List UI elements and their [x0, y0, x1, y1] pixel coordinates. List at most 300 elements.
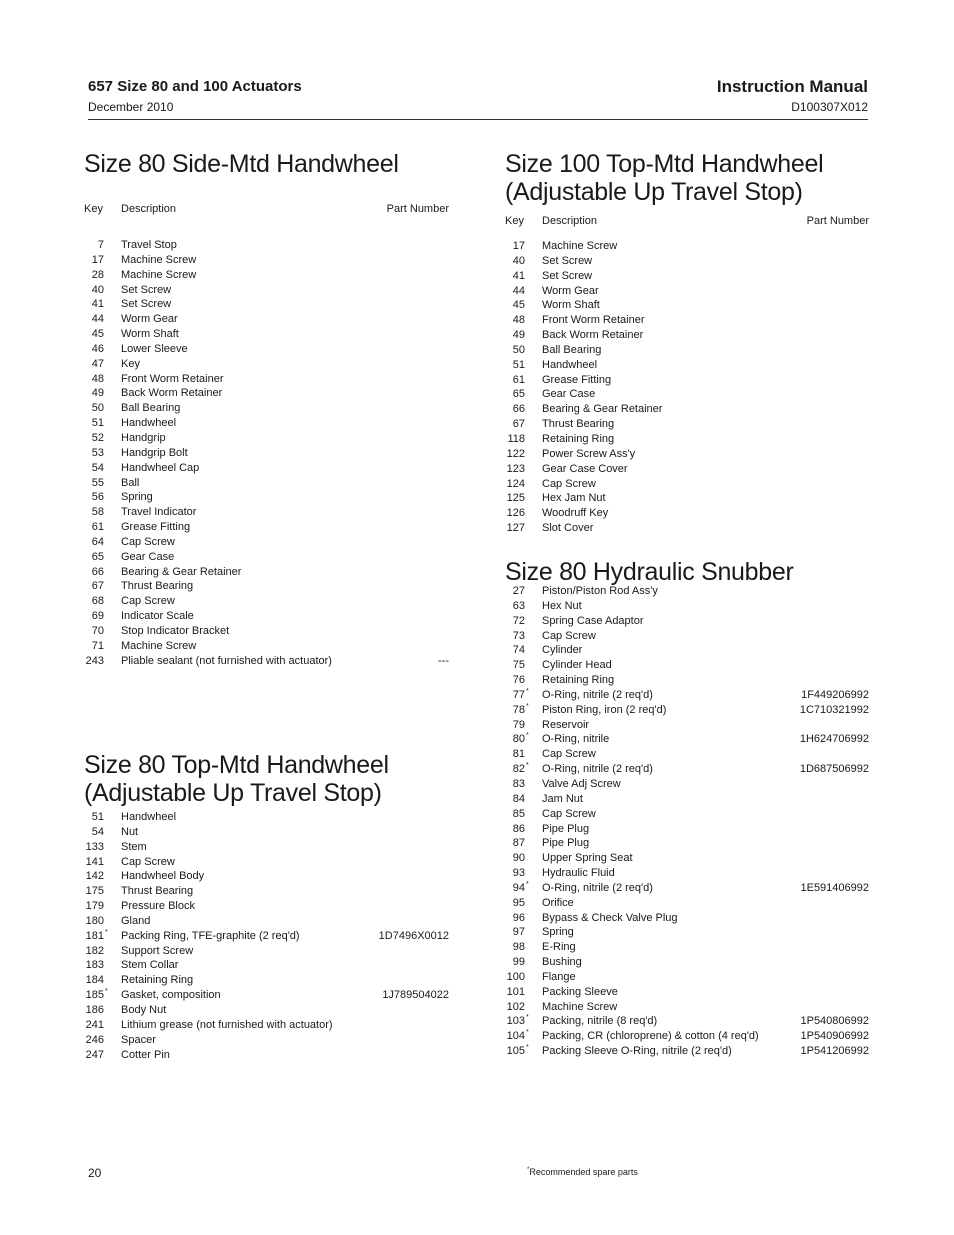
part-key: 94 [512, 881, 525, 894]
part-key: 123 [506, 462, 525, 475]
part-description: O-Ring, nitrile [542, 733, 610, 746]
list-item [84, 944, 449, 959]
column-description-label: Description [121, 203, 177, 215]
list-item [84, 372, 449, 387]
part-description: O-Ring, nitrile (2 req'd) [542, 881, 653, 894]
part-description: Orifice [542, 896, 574, 909]
list-item [84, 476, 449, 491]
part-description: Cap Screw [542, 807, 596, 820]
list-item [505, 747, 869, 762]
part-description: Gear Case [542, 388, 596, 401]
part-key: 104 [506, 1030, 525, 1043]
part-description: Pressure Block [121, 900, 195, 913]
part-number: 1P541206992 [800, 1045, 869, 1058]
list-item [84, 327, 449, 342]
spare-part-marker: * [526, 732, 529, 740]
document-type: Instruction Manual [716, 77, 868, 96]
list-item [84, 855, 449, 870]
list-item [505, 940, 869, 955]
part-key: 67 [91, 580, 104, 593]
part-description: Packing, CR (chloroprene) & cotton (4 req'd) [542, 1030, 759, 1043]
list-item [505, 239, 869, 254]
spare-part-marker: * [526, 702, 529, 710]
list-item [84, 283, 449, 298]
list-item [505, 284, 869, 299]
part-key: 66 [512, 403, 525, 416]
part-description: Indicator Scale [121, 610, 194, 623]
list-item [505, 491, 869, 506]
list-item [505, 614, 869, 629]
part-description: Cap Screw [542, 477, 596, 490]
part-description: Spring [121, 491, 153, 504]
parts-list [505, 584, 869, 1059]
part-number: --- [438, 654, 449, 667]
part-key: 50 [91, 402, 104, 415]
part-description: Handgrip [121, 431, 166, 444]
part-key: 84 [512, 792, 525, 805]
list-item [84, 520, 449, 535]
part-description: Handwheel [542, 358, 598, 371]
part-key: 64 [91, 535, 104, 548]
part-key: 186 [85, 1003, 104, 1016]
part-description: Support Screw [121, 944, 194, 957]
part-key: 247 [85, 1048, 104, 1061]
part-key: 126 [506, 507, 525, 520]
part-description: Packing Sleeve O-Ring, nitrile (2 req'd) [542, 1045, 732, 1058]
list-item [505, 629, 869, 644]
part-description: Front Worm Retainer [542, 314, 645, 327]
part-description: Set Screw [121, 298, 172, 311]
part-key: 46 [91, 342, 104, 355]
part-key: 97 [512, 926, 525, 939]
part-description: Packing Ring, TFE-graphite (2 req'd) [121, 929, 300, 942]
list-item [505, 432, 869, 447]
part-key: 81 [512, 748, 525, 761]
list-item [84, 810, 449, 825]
part-key: 66 [91, 565, 104, 578]
list-item [84, 386, 449, 401]
part-key: 49 [512, 329, 525, 342]
part-key: 85 [512, 807, 525, 820]
part-key: 127 [506, 522, 525, 535]
part-description: Back Worm Retainer [542, 329, 644, 342]
part-key: 44 [512, 284, 525, 297]
list-item [505, 985, 869, 1000]
part-description: O-Ring, nitrile (2 req'd) [542, 688, 653, 701]
list-item [84, 297, 449, 312]
document-number: D100307X012 [791, 100, 868, 114]
part-description: Worm Shaft [121, 328, 179, 341]
list-item [84, 579, 449, 594]
list-item [84, 654, 449, 669]
section-title-line2: (Adjustable Up Travel Stop) [84, 779, 382, 807]
list-item [84, 446, 449, 461]
part-description: Cap Screw [121, 535, 175, 548]
part-description: Travel Indicator [121, 506, 197, 519]
part-description: Machine Screw [121, 268, 197, 281]
part-description: Retaining Ring [121, 974, 194, 987]
right-column [505, 0, 869, 1235]
part-key: 68 [91, 595, 104, 608]
parts-list [84, 238, 449, 668]
footnote-marker: * [527, 1167, 530, 1173]
part-key: 61 [91, 521, 104, 534]
part-description: Front Worm Retainer [121, 372, 224, 385]
part-key: 185 [85, 989, 104, 1002]
part-number: 1P540806992 [800, 1015, 869, 1028]
part-key: 179 [85, 900, 104, 913]
part-description: Cap Screw [121, 855, 175, 868]
part-key: 48 [91, 372, 104, 385]
part-description: Machine Screw [121, 639, 197, 652]
part-description: Thrust Bearing [542, 418, 615, 431]
product-title: 657 Size 80 and 100 Actuators [88, 78, 302, 95]
list-item [505, 688, 869, 703]
part-description: Nut [121, 825, 139, 838]
part-description: Grease Fitting [542, 373, 612, 386]
part-description: Spacer [121, 1033, 156, 1046]
part-description: Stop Indicator Bracket [121, 624, 230, 637]
part-key: 28 [91, 268, 104, 281]
part-description: Body Nut [121, 1003, 167, 1016]
list-item [505, 506, 869, 521]
part-key: 105 [506, 1045, 525, 1058]
column-key-label: Key [505, 215, 524, 227]
list-item [84, 401, 449, 416]
part-description: Set Screw [121, 283, 172, 296]
section-title: Size 80 Side-Mtd Handwheel [84, 150, 399, 178]
parts-list [84, 810, 449, 1062]
part-description: Gear Case [121, 550, 175, 563]
part-key: 45 [91, 328, 104, 341]
part-description: Pipe Plug [542, 822, 590, 835]
part-key: 72 [512, 614, 525, 627]
list-item [84, 639, 449, 654]
list-item [84, 624, 449, 639]
part-description: Bypass & Check Valve Plug [542, 911, 678, 924]
spare-part-marker: * [526, 687, 529, 695]
part-description: Handwheel [121, 417, 177, 430]
part-description: Machine Screw [542, 1000, 618, 1013]
part-key: 141 [85, 855, 104, 868]
part-description: Thrust Bearing [121, 580, 194, 593]
part-key: 125 [506, 492, 525, 505]
part-key: 184 [85, 974, 104, 987]
spare-part-marker: * [526, 762, 529, 770]
part-description: Cotter Pin [121, 1048, 170, 1061]
section-title-line1: Size 80 Top-Mtd Handwheel [84, 751, 389, 779]
list-item [84, 869, 449, 884]
part-key: 55 [91, 476, 104, 489]
part-key: 100 [506, 970, 525, 983]
list-item [84, 565, 449, 580]
part-description: Bearing & Gear Retainer [542, 403, 663, 416]
list-item [84, 253, 449, 268]
publication-date: December 2010 [88, 100, 174, 114]
part-key: 93 [512, 867, 525, 880]
part-description: Travel Stop [121, 239, 177, 251]
part-number: 1J789504022 [382, 989, 449, 1002]
part-key: 246 [85, 1033, 104, 1046]
part-key: 96 [512, 911, 525, 924]
part-description: Retaining Ring [542, 432, 615, 445]
column-header [505, 215, 869, 230]
list-item [84, 357, 449, 372]
list-item [505, 254, 869, 269]
part-key: 86 [512, 822, 525, 835]
list-item [84, 550, 449, 565]
part-description: Worm Gear [121, 313, 178, 326]
column-description-label: Description [542, 215, 598, 227]
part-description: Ball [121, 476, 140, 489]
part-number: 1E591406992 [800, 881, 869, 894]
part-description: Worm Gear [542, 284, 599, 297]
part-key: 27 [512, 585, 525, 597]
section-title: Size 80 Hydraulic Snubber [505, 558, 794, 586]
list-item [84, 461, 449, 476]
part-key: 181 [85, 929, 104, 942]
list-item [84, 535, 449, 550]
list-item [84, 899, 449, 914]
list-item [505, 792, 869, 807]
spare-part-marker: * [105, 988, 108, 996]
list-item [84, 1018, 449, 1033]
list-item [505, 777, 869, 792]
list-item [84, 609, 449, 624]
part-key: 40 [512, 254, 525, 267]
part-number: 1D687506992 [799, 763, 869, 776]
part-description: Set Screw [542, 269, 593, 282]
list-item [505, 417, 869, 432]
part-key: 53 [91, 446, 104, 459]
list-item [505, 762, 869, 777]
part-description: Piston/Piston Rod Ass'y [542, 585, 658, 597]
part-description: Upper Spring Seat [542, 852, 633, 865]
part-description: Bushing [542, 956, 582, 969]
part-key: 90 [512, 852, 525, 865]
list-item [84, 268, 449, 283]
part-description: Jam Nut [542, 792, 583, 805]
part-key: 48 [512, 314, 525, 327]
list-item [505, 521, 869, 536]
list-item [505, 925, 869, 940]
part-description: Back Worm Retainer [121, 387, 223, 400]
part-description: Handwheel [121, 811, 177, 823]
part-key: 183 [85, 959, 104, 972]
part-key: 241 [85, 1018, 104, 1031]
part-number: 1F449206992 [801, 688, 869, 701]
list-item [505, 836, 869, 851]
list-item [505, 584, 869, 599]
column-header [84, 203, 449, 218]
part-description: Handwheel Cap [121, 461, 200, 474]
part-description: Machine Screw [121, 253, 197, 266]
list-item [505, 703, 869, 718]
part-description: Ball Bearing [542, 343, 602, 356]
part-key: 52 [91, 431, 104, 444]
part-key: 7 [97, 239, 104, 251]
part-description: Woodruff Key [542, 507, 609, 520]
part-description: Spring [542, 926, 574, 939]
part-description: O-Ring, nitrile (2 req'd) [542, 763, 653, 776]
list-item [505, 851, 869, 866]
part-key: 142 [85, 870, 104, 883]
part-description: Retaining Ring [542, 674, 615, 687]
list-item [84, 238, 449, 253]
part-description: Flange [542, 970, 576, 983]
part-key: 58 [91, 506, 104, 519]
part-key: 101 [506, 985, 525, 998]
part-key: 51 [91, 417, 104, 430]
section-title-line1: Size 100 Top-Mtd Handwheel [505, 150, 824, 178]
part-key: 56 [91, 491, 104, 504]
column-part-number-label: Part Number [806, 215, 869, 227]
section-size100-top-handwheel [505, 150, 869, 536]
part-key: 98 [512, 941, 525, 954]
list-item [505, 269, 869, 284]
part-key: 50 [512, 343, 525, 356]
list-item [84, 1048, 449, 1063]
part-key: 70 [91, 624, 104, 637]
part-description: Cap Screw [542, 629, 596, 642]
part-key: 17 [512, 240, 525, 252]
list-item [505, 462, 869, 477]
list-item [505, 447, 869, 462]
part-key: 83 [512, 777, 525, 790]
part-key: 75 [512, 659, 525, 672]
list-item [84, 884, 449, 899]
list-item [84, 505, 449, 520]
footnote [527, 1167, 638, 1177]
list-item [84, 929, 449, 944]
list-item [505, 298, 869, 313]
part-key: 124 [506, 477, 525, 490]
part-description: Thrust Bearing [121, 885, 194, 898]
list-item [505, 1014, 869, 1029]
part-key: 67 [512, 418, 525, 431]
part-key: 77 [512, 688, 525, 701]
part-number: 1P540906992 [800, 1030, 869, 1043]
list-item [84, 490, 449, 505]
list-item [84, 416, 449, 431]
part-description: Hex Nut [542, 599, 582, 612]
part-description: Gasket, composition [121, 989, 221, 1002]
list-item [505, 387, 869, 402]
part-description: Handwheel Body [121, 870, 205, 883]
list-item [505, 955, 869, 970]
left-column [84, 0, 449, 1235]
part-key: 180 [85, 914, 104, 927]
spare-part-marker: * [526, 1044, 529, 1052]
part-description: Machine Screw [542, 240, 618, 252]
part-number: 1D7496X0012 [378, 929, 449, 942]
list-item [505, 1029, 869, 1044]
part-number: 1C710321992 [799, 703, 869, 716]
list-item [84, 973, 449, 988]
list-item [84, 1003, 449, 1018]
part-key: 182 [85, 944, 104, 957]
list-item [505, 896, 869, 911]
list-item [505, 1000, 869, 1015]
list-item [505, 313, 869, 328]
list-item [505, 402, 869, 417]
part-description: Valve Adj Screw [542, 777, 621, 790]
part-key: 87 [512, 837, 525, 850]
part-description: Slot Cover [542, 522, 594, 535]
part-description: Reservoir [542, 718, 590, 731]
part-key: 78 [512, 703, 525, 716]
part-key: 17 [91, 253, 104, 266]
list-item [84, 958, 449, 973]
list-item [505, 328, 869, 343]
part-key: 71 [91, 639, 104, 652]
column-key-label: Key [84, 203, 103, 215]
part-description: Piston Ring, iron (2 req'd) [542, 703, 667, 716]
part-key: 54 [91, 461, 104, 474]
part-key: 49 [91, 387, 104, 400]
part-description: Lithium grease (not furnished with actuator) [121, 1018, 333, 1031]
list-item [505, 358, 869, 373]
part-key: 243 [85, 654, 104, 667]
part-description: Handgrip Bolt [121, 446, 188, 459]
section-title-line2: (Adjustable Up Travel Stop) [505, 178, 803, 206]
part-key: 47 [91, 357, 104, 370]
list-item [505, 477, 869, 492]
part-key: 118 [507, 432, 525, 445]
section-size80-hydraulic-snubber [505, 558, 869, 1059]
part-description: Cylinder [542, 644, 583, 657]
part-description: Hydraulic Fluid [542, 867, 615, 880]
part-key: 44 [91, 313, 104, 326]
list-item [505, 1044, 869, 1059]
list-item [505, 732, 869, 747]
list-item [505, 658, 869, 673]
list-item [505, 866, 869, 881]
part-description: Spring Case Adaptor [542, 614, 644, 627]
part-key: 175 [85, 885, 104, 898]
part-number: 1H624706992 [799, 733, 869, 746]
part-key: 41 [512, 269, 525, 282]
part-description: Gear Case Cover [542, 462, 628, 475]
part-description: Lower Sleeve [121, 342, 188, 355]
part-description: Worm Shaft [542, 299, 600, 312]
list-item [505, 718, 869, 733]
part-key: 95 [512, 896, 525, 909]
parts-list [505, 239, 869, 536]
part-description: Pipe Plug [542, 837, 590, 850]
list-item [84, 342, 449, 357]
spare-part-marker: * [526, 880, 529, 888]
part-description: Cap Screw [542, 748, 596, 761]
part-description: Key [121, 357, 140, 370]
part-key: 40 [91, 283, 104, 296]
section-size80-top-handwheel [84, 751, 449, 1062]
part-key: 69 [91, 610, 104, 623]
part-key: 76 [512, 674, 525, 687]
list-item [84, 914, 449, 929]
part-key: 73 [512, 629, 525, 642]
part-description: Grease Fitting [121, 521, 191, 534]
part-key: 79 [512, 718, 525, 731]
part-key: 65 [512, 388, 525, 401]
part-description: Gland [121, 914, 151, 927]
spare-part-marker: * [105, 928, 108, 936]
list-item [505, 807, 869, 822]
part-key: 99 [512, 956, 525, 969]
list-item [505, 881, 869, 896]
part-description: Stem Collar [121, 959, 179, 972]
part-key: 61 [512, 373, 525, 386]
